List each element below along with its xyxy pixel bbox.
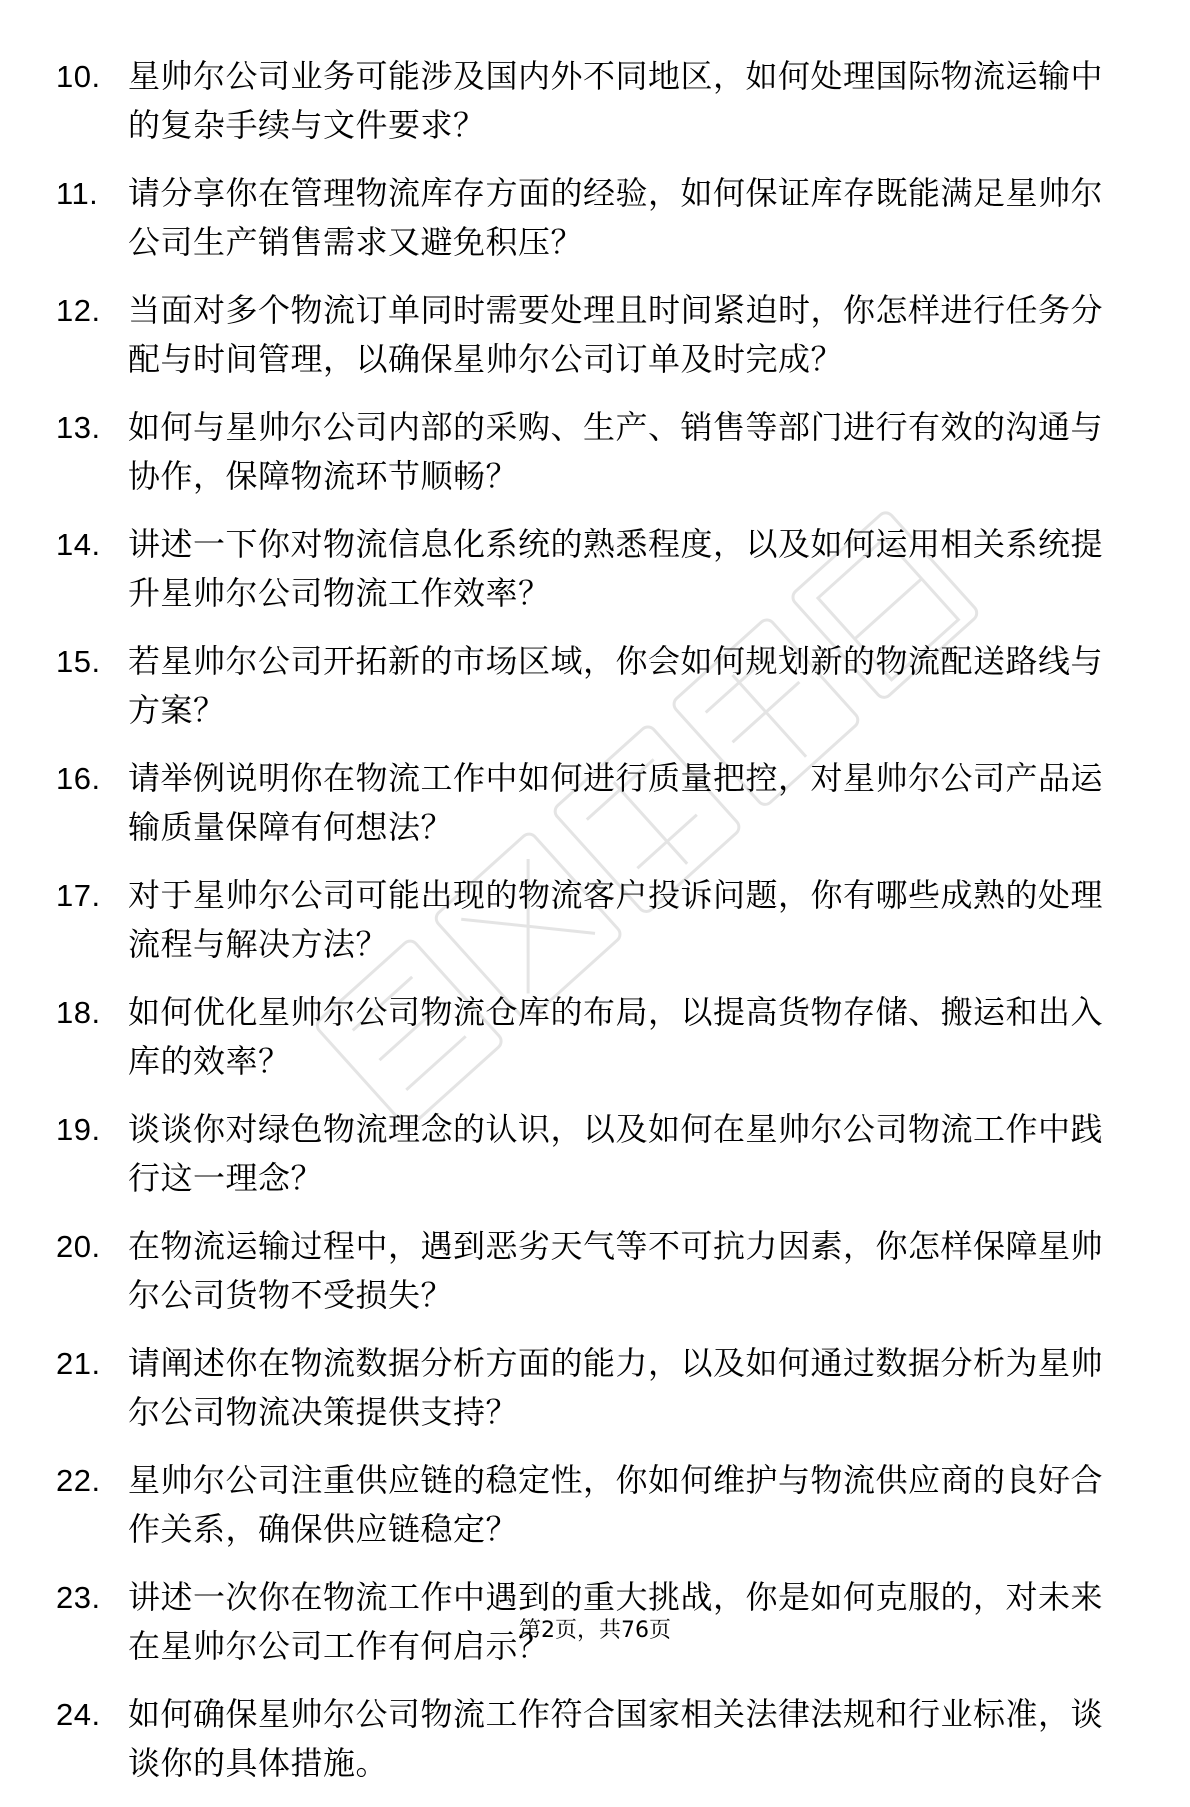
question-number: 15. [56, 644, 101, 679]
question-number: 21. [56, 1346, 101, 1381]
question-text: 当面对多个物流订单同时需要处理且时间紧迫时，你怎样进行任务分配与时间管理，以确保星帅尔公司订单及时完成？ [128, 291, 1104, 378]
question-text: 请阐述你在物流数据分析方面的能力，以及如何通过数据分析为星帅尔公司物流决策提供支持？ [128, 1344, 1104, 1431]
question-text: 如何确保星帅尔公司物流工作符合国家相关法律法规和行业标准，谈谈你的具体措施。 [128, 1695, 1104, 1782]
question-text: 如何与星帅尔公司内部的采购、生产、销售等部门进行有效的沟通与协作，保障物流环节顺畅？ [128, 408, 1104, 495]
question-item-10 [56, 52, 1116, 150]
question-item-18 [56, 988, 1116, 1086]
question-item-22 [56, 1456, 1116, 1554]
question-item-21 [56, 1339, 1116, 1437]
question-number: 16. [56, 761, 101, 796]
question-number: 12. [56, 293, 101, 328]
question-text: 若星帅尔公司开拓新的市场区域，你会如何规划新的物流配送路线与方案？ [128, 642, 1104, 729]
question-text: 星帅尔公司注重供应链的稳定性，你如何维护与物流供应商的良好合作关系，确保供应链稳定？ [128, 1461, 1104, 1548]
question-text: 如何优化星帅尔公司物流仓库的布局，以提高货物存储、搬运和出入库的效率？ [128, 993, 1104, 1080]
question-text: 请分享你在管理物流库存方面的经验，如何保证库存既能满足星帅尔公司生产销售需求又避免积压？ [128, 174, 1104, 261]
question-item-15 [56, 637, 1116, 735]
question-number: 10. [56, 59, 101, 94]
question-item-20 [56, 1222, 1116, 1320]
page-footer [0, 1616, 1190, 1646]
question-number: 11. [56, 176, 99, 211]
question-item-17 [56, 871, 1116, 969]
question-number: 20. [56, 1229, 101, 1264]
question-number: 17. [56, 878, 101, 913]
question-number: 24. [56, 1697, 101, 1732]
question-item-12 [56, 286, 1116, 384]
question-text: 讲述一次你在物流工作中遇到的重大挑战，你是如何克服的，对未来在星帅尔公司工作有何启示？ [128, 1578, 1104, 1665]
question-text: 星帅尔公司业务可能涉及国内外不同地区，如何处理国际物流运输中的复杂手续与文件要求？ [128, 57, 1104, 144]
question-text: 请举例说明你在物流工作中如何进行质量把控，对星帅尔公司产品运输质量保障有何想法？ [128, 759, 1104, 846]
question-number: 13. [56, 410, 101, 445]
question-item-11 [56, 169, 1116, 267]
question-item-16 [56, 754, 1116, 852]
question-number: 22. [56, 1463, 101, 1498]
question-item-13 [56, 403, 1116, 501]
question-item-14 [56, 520, 1116, 618]
question-item-24 [56, 1690, 1116, 1788]
question-number: 18. [56, 995, 101, 1030]
page-number: 第2页，共76页 [519, 1618, 671, 1643]
question-text: 讲述一下你对物流信息化系统的熟悉程度，以及如何运用相关系统提升星帅尔公司物流工作效率？ [128, 525, 1104, 612]
question-list [56, 52, 1116, 1807]
question-number: 19. [56, 1112, 101, 1147]
question-text: 在物流运输过程中，遇到恶劣天气等不可抗力因素，你怎样保障星帅尔公司货物不受损失？ [128, 1227, 1104, 1314]
question-text: 对于星帅尔公司可能出现的物流客户投诉问题，你有哪些成熟的处理流程与解决方法？ [128, 876, 1104, 963]
question-number: 14. [56, 527, 101, 562]
question-text: 谈谈你对绿色物流理念的认识，以及如何在星帅尔公司物流工作中践行这一理念？ [128, 1110, 1104, 1197]
question-item-19 [56, 1105, 1116, 1203]
question-number: 23. [56, 1580, 101, 1615]
